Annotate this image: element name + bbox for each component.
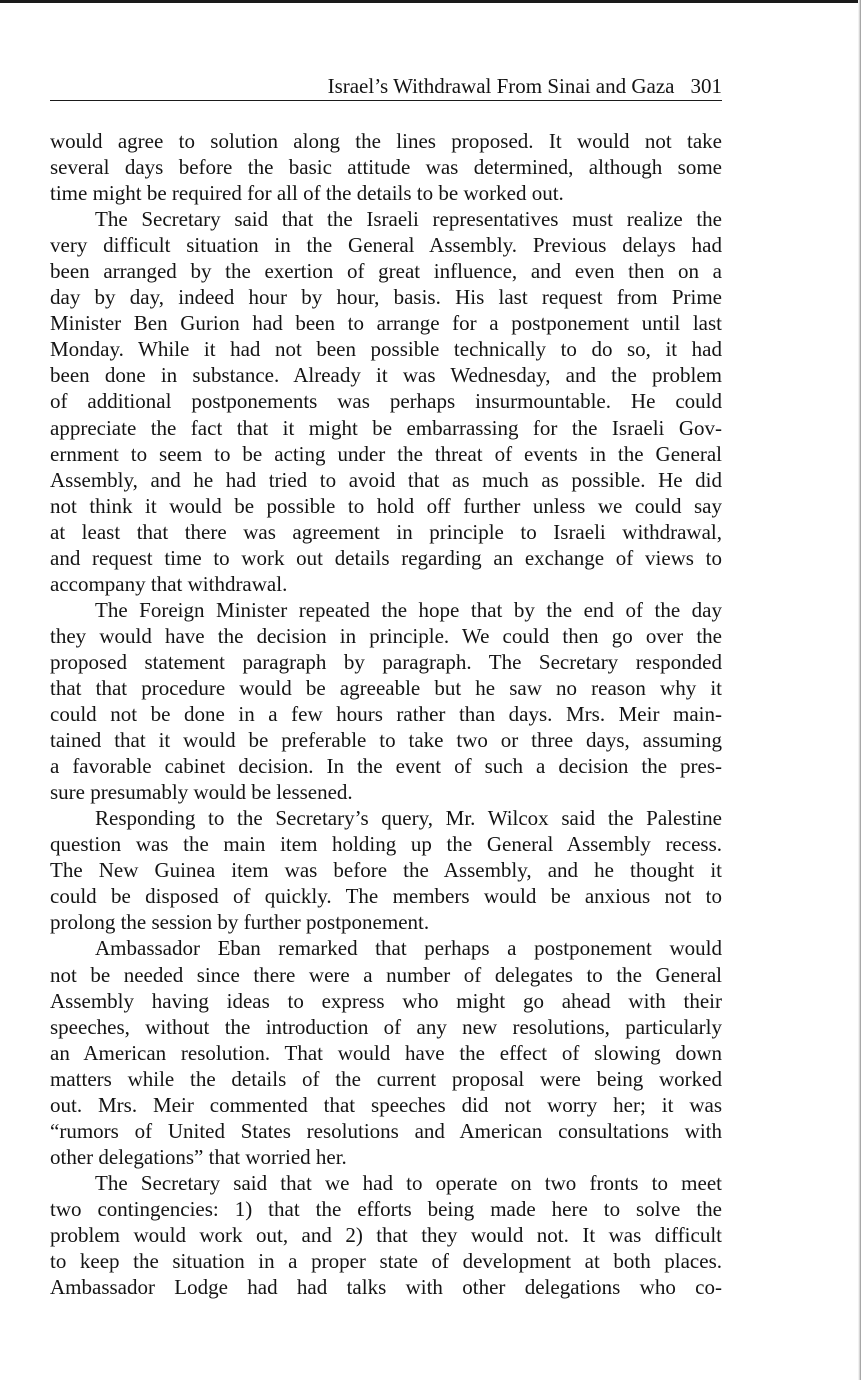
paragraph bbox=[50, 1170, 722, 1300]
text-line: The New Guinea item was before the Assembly, and he thought it bbox=[50, 858, 722, 883]
text-line: Ambassador Eban remarked that perhaps a postponement would bbox=[95, 936, 722, 961]
text-line: could not be done in a few hours rather than days. Mrs. Meir main- bbox=[50, 702, 722, 727]
text-line: Assembly having ideas to express who might go ahead with their bbox=[50, 988, 722, 1013]
text-line: a favorable cabinet decision. In the event of such a decision the pres- bbox=[50, 754, 722, 779]
paragraph bbox=[50, 128, 722, 206]
text-line: they would have the decision in principle. We could then go over the bbox=[50, 623, 722, 648]
page-top-border bbox=[0, 0, 861, 3]
text-line: at least that there was agreement in principle to Israeli withdrawal, bbox=[50, 519, 722, 544]
text-line: and request time to work out details regarding an exchange of views to bbox=[50, 545, 722, 570]
paragraph bbox=[50, 935, 722, 1169]
text-line: “rumors of United States resolutions and American consultations with bbox=[50, 1118, 722, 1143]
text-line: The Secretary said that the Israeli representatives must realize the bbox=[95, 207, 722, 232]
text-line: question was the main item holding up the General Assembly recess. bbox=[50, 832, 722, 857]
text-line: problem would work out, and 2) that they would not. It was difficult bbox=[50, 1222, 722, 1247]
text-line: several days before the basic attitude was determined, although some bbox=[50, 155, 722, 180]
text-line: Assembly, and he had tried to avoid that as much as possible. He did bbox=[50, 467, 722, 492]
text-line: matters while the details of the current proposal were being worked bbox=[50, 1066, 722, 1091]
paragraph bbox=[50, 805, 722, 935]
text-line: day by day, indeed hour by hour, basis. His last request from Prime bbox=[50, 285, 722, 310]
paragraph bbox=[50, 597, 722, 805]
text-line: The Foreign Minister repeated the hope that by the end of the day bbox=[95, 597, 722, 622]
text-line: ernment to seem to be acting under the threat of events in the General bbox=[50, 441, 722, 466]
text-line: an American resolution. That would have the effect of slowing down bbox=[50, 1040, 722, 1065]
text-line: of additional postponements was perhaps insurmountable. He could bbox=[50, 389, 722, 414]
paragraph bbox=[50, 206, 722, 597]
text-line: that that procedure would be agreeable but he saw no reason why it bbox=[50, 675, 722, 700]
text-line: Responding to the Secretary’s query, Mr. Wilcox said the Palestine bbox=[95, 806, 722, 831]
text-line: accompany that withdrawal. bbox=[50, 571, 288, 596]
body-text bbox=[50, 128, 722, 1300]
text-line: been done in substance. Already it was Wednesday, and the problem bbox=[50, 363, 722, 388]
text-line: out. Mrs. Meir commented that speeches did not worry her; it was bbox=[50, 1092, 722, 1117]
running-head-title: Israel’s Withdrawal From Sinai and Gaza bbox=[327, 74, 675, 98]
running-head bbox=[50, 74, 722, 101]
text-line: very difficult situation in the General Assembly. Previous delays had bbox=[50, 233, 722, 258]
text-line: The Secretary said that we had to operate on two fronts to meet bbox=[95, 1170, 722, 1195]
text-line: other delegations” that worried her. bbox=[50, 1144, 347, 1169]
text-line: two contingencies: 1) that the efforts being made here to solve the bbox=[50, 1196, 722, 1221]
text-line: would agree to solution along the lines proposed. It would not take bbox=[50, 129, 722, 153]
text-line: time might be required for all of the details to be worked out. bbox=[50, 181, 564, 206]
text-line: Minister Ben Gurion had been to arrange for a postponement until last bbox=[50, 311, 722, 336]
text-line: not be needed since there were a number of delegates to the General bbox=[50, 962, 722, 987]
text-line: proposed statement paragraph by paragraph. The Secretary responded bbox=[50, 649, 722, 674]
text-line: speeches, without the introduction of any new resolutions, particularly bbox=[50, 1014, 722, 1039]
text-line: prolong the session by further postponement. bbox=[50, 910, 430, 935]
text-line: appreciate the fact that it might be embarrassing for the Israeli Gov- bbox=[50, 415, 722, 440]
page-number: 301 bbox=[690, 74, 722, 98]
text-line: tained that it would be preferable to take two or three days, assuming bbox=[50, 728, 722, 753]
text-line: to keep the situation in a proper state of development at both places. bbox=[50, 1249, 722, 1274]
text-line: been arranged by the exertion of great influence, and even then on a bbox=[50, 259, 722, 284]
text-line: Ambassador Lodge had had talks with other delegations who co- bbox=[50, 1275, 722, 1300]
text-line: sure presumably would be lessened. bbox=[50, 780, 353, 805]
text-line: could be disposed of quickly. The members would be anxious not to bbox=[50, 884, 722, 909]
text-line: not think it would be possible to hold off further unless we could say bbox=[50, 493, 722, 518]
text-line: Monday. While it had not been possible technically to do so, it had bbox=[50, 337, 722, 362]
